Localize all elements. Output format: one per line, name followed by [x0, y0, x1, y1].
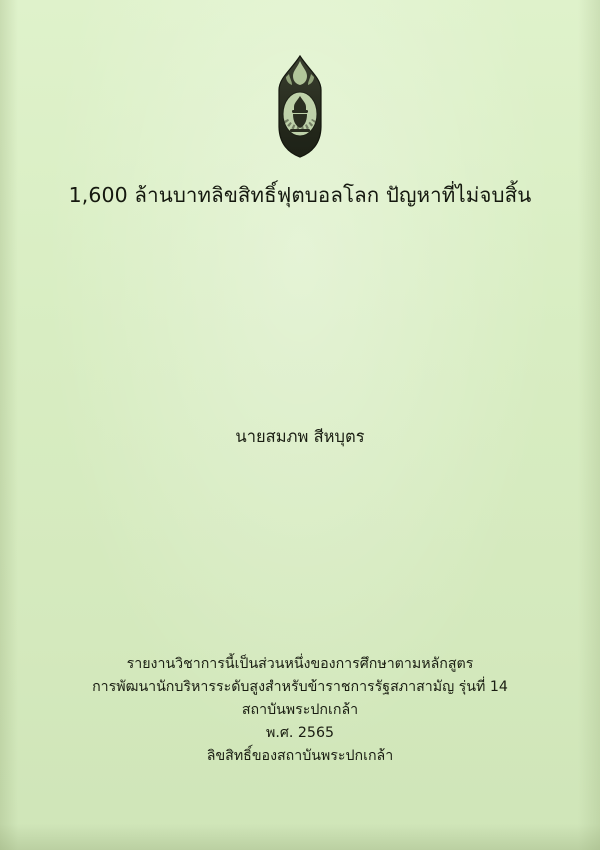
footer-line-4: พ.ศ. 2565	[266, 725, 334, 741]
king-prajadhipok-institute-emblem-icon	[265, 52, 335, 160]
author-name: นายสมภพ สีหบุตร	[235, 427, 365, 446]
scan-edge-bottom	[0, 824, 600, 850]
footer-line-1: รายงานวิชาการนี้เป็นส่วนหนึ่งของการศึกษาตามหลักสูตร	[126, 656, 474, 672]
document-footer	[0, 653, 600, 768]
emblem-container	[0, 52, 600, 160]
page-title: 1,600 ล้านบาทลิขสิทธิ์ฟุตบอลโลก ปัญหาที่ไม่จบสิ้น	[68, 183, 532, 207]
footer-line-5: ลิขสิทธิ์ของสถาบันพระปกเกล้า	[206, 748, 394, 764]
footer-line-2: การพัฒนานักบริหารระดับสูงสำหรับข้าราชการรัฐสภาสามัญ รุ่นที่ 14	[92, 679, 508, 695]
footer-line-3: สถาบันพระปกเกล้า	[241, 702, 359, 718]
